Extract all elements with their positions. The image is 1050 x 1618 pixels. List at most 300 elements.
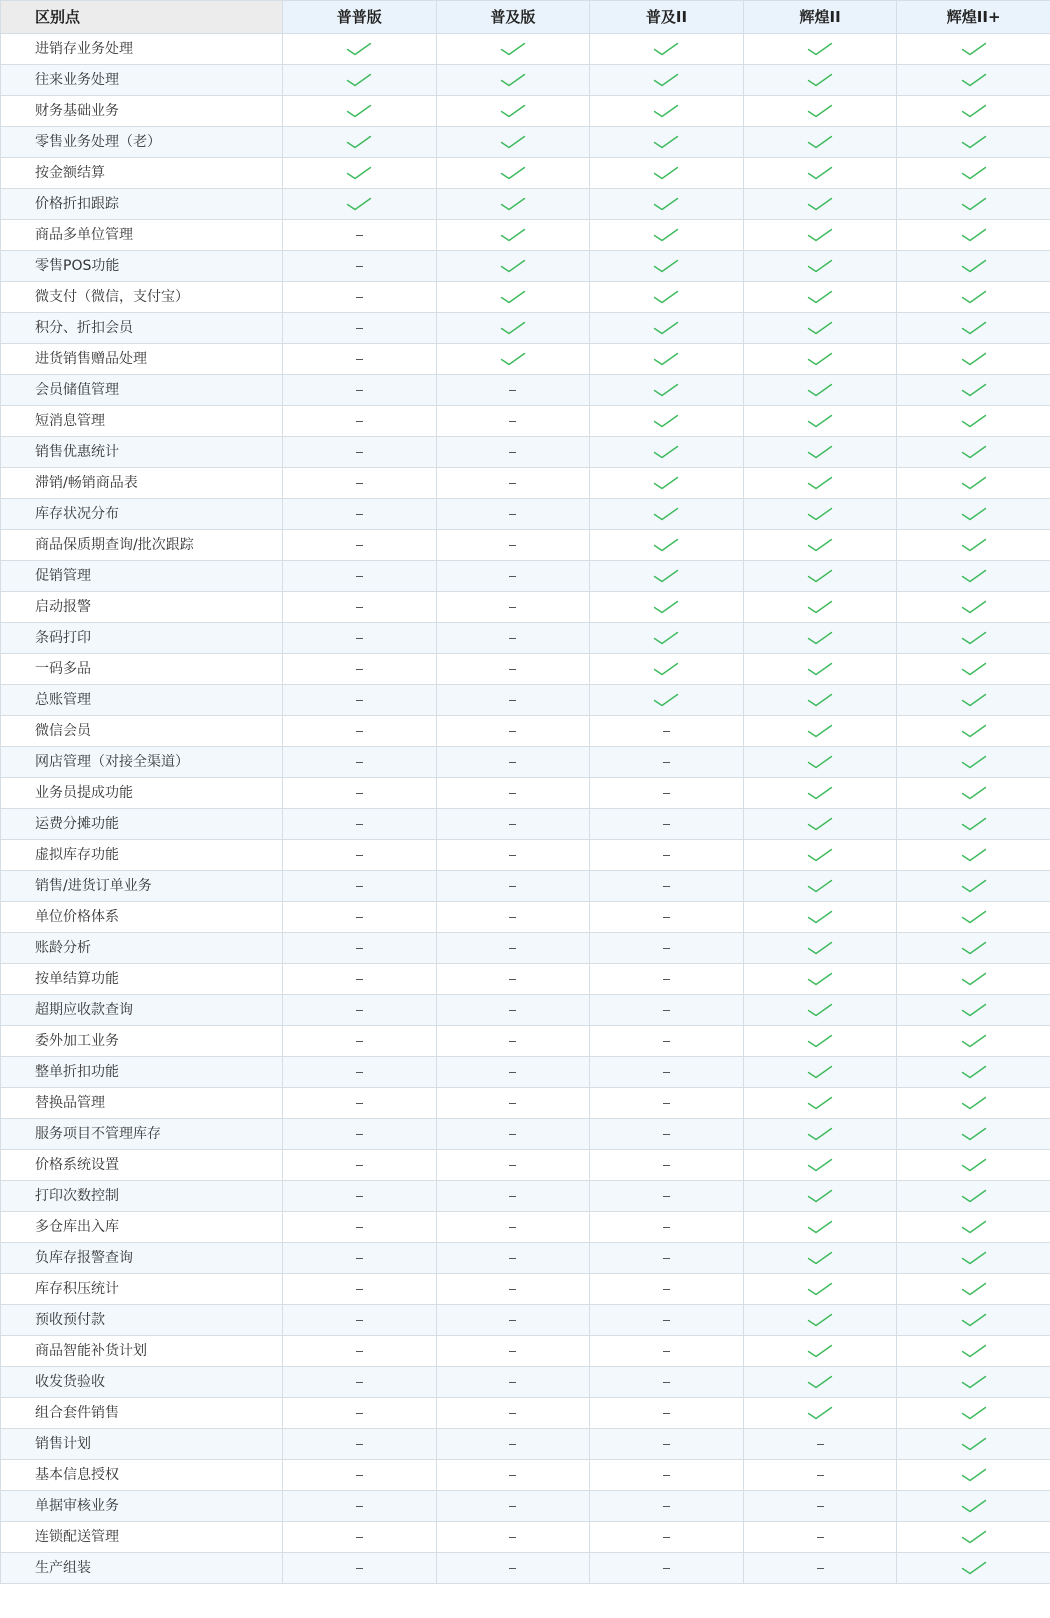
dash-icon bbox=[663, 855, 670, 856]
check-icon bbox=[961, 135, 987, 149]
check-icon bbox=[961, 166, 987, 180]
check-icon bbox=[807, 352, 833, 366]
availability-cell bbox=[743, 344, 897, 375]
check-icon bbox=[961, 817, 987, 831]
check-icon bbox=[500, 135, 526, 149]
availability-cell bbox=[436, 34, 590, 65]
dash-icon bbox=[663, 1537, 670, 1538]
feature-name: 商品保质期查询/批次跟踪 bbox=[1, 530, 283, 561]
check-icon bbox=[807, 228, 833, 242]
table-row bbox=[1, 251, 1050, 282]
dash-icon bbox=[356, 235, 363, 236]
availability-cell bbox=[743, 1305, 897, 1336]
check-icon bbox=[807, 321, 833, 335]
availability-cell bbox=[283, 468, 437, 499]
feature-name: 多仓库出入库 bbox=[1, 1212, 283, 1243]
availability-cell bbox=[743, 1367, 897, 1398]
check-icon bbox=[961, 1344, 987, 1358]
availability-cell bbox=[743, 1026, 897, 1057]
check-icon bbox=[653, 569, 679, 583]
availability-cell bbox=[283, 778, 437, 809]
availability-cell bbox=[436, 406, 590, 437]
dash-icon bbox=[356, 669, 363, 670]
dash-icon bbox=[356, 1227, 363, 1228]
availability-cell bbox=[743, 375, 897, 406]
availability-cell bbox=[436, 902, 590, 933]
availability-cell bbox=[436, 964, 590, 995]
availability-cell bbox=[743, 437, 897, 468]
check-icon bbox=[346, 42, 372, 56]
availability-cell bbox=[743, 871, 897, 902]
table-row bbox=[1, 1026, 1050, 1057]
check-icon bbox=[961, 259, 987, 273]
availability-cell bbox=[590, 499, 744, 530]
dash-icon bbox=[663, 1165, 670, 1166]
table-row bbox=[1, 65, 1050, 96]
dash-icon bbox=[356, 359, 363, 360]
dash-icon bbox=[509, 824, 516, 825]
table-row bbox=[1, 747, 1050, 778]
availability-cell bbox=[436, 561, 590, 592]
check-icon bbox=[500, 290, 526, 304]
availability-cell bbox=[897, 1088, 1050, 1119]
check-icon bbox=[961, 724, 987, 738]
table-row bbox=[1, 685, 1050, 716]
check-icon bbox=[961, 1251, 987, 1265]
check-icon bbox=[807, 1220, 833, 1234]
availability-cell bbox=[590, 65, 744, 96]
table-row bbox=[1, 1243, 1050, 1274]
check-icon bbox=[961, 414, 987, 428]
availability-cell bbox=[283, 189, 437, 220]
feature-name: 委外加工业务 bbox=[1, 1026, 283, 1057]
table-row bbox=[1, 809, 1050, 840]
check-icon bbox=[961, 290, 987, 304]
availability-cell bbox=[436, 778, 590, 809]
availability-cell bbox=[897, 1150, 1050, 1181]
feature-name: 运费分摊功能 bbox=[1, 809, 283, 840]
dash-icon bbox=[356, 1413, 363, 1414]
availability-cell bbox=[436, 1057, 590, 1088]
table-row bbox=[1, 964, 1050, 995]
availability-cell bbox=[590, 1088, 744, 1119]
availability-cell bbox=[897, 158, 1050, 189]
availability-cell bbox=[897, 1553, 1050, 1584]
table-row bbox=[1, 1057, 1050, 1088]
dash-icon bbox=[663, 886, 670, 887]
feature-name: 负库存报警查询 bbox=[1, 1243, 283, 1274]
availability-cell bbox=[590, 282, 744, 313]
check-icon bbox=[653, 600, 679, 614]
check-icon bbox=[961, 104, 987, 118]
dash-icon bbox=[509, 1289, 516, 1290]
availability-cell bbox=[590, 1491, 744, 1522]
availability-cell bbox=[436, 127, 590, 158]
dash-icon bbox=[509, 483, 516, 484]
check-icon bbox=[500, 197, 526, 211]
check-icon bbox=[807, 1096, 833, 1110]
dash-icon bbox=[509, 1258, 516, 1259]
table-row bbox=[1, 282, 1050, 313]
check-icon bbox=[961, 1313, 987, 1327]
dash-icon bbox=[663, 1196, 670, 1197]
feature-name: 替换品管理 bbox=[1, 1088, 283, 1119]
check-icon bbox=[961, 1065, 987, 1079]
availability-cell bbox=[743, 561, 897, 592]
check-icon bbox=[961, 1127, 987, 1141]
check-icon bbox=[961, 42, 987, 56]
availability-cell bbox=[590, 1243, 744, 1274]
check-icon bbox=[346, 104, 372, 118]
table-row bbox=[1, 96, 1050, 127]
dash-icon bbox=[663, 1041, 670, 1042]
availability-cell bbox=[743, 499, 897, 530]
check-icon bbox=[500, 228, 526, 242]
dash-icon bbox=[356, 1165, 363, 1166]
check-icon bbox=[961, 1034, 987, 1048]
availability-cell bbox=[590, 747, 744, 778]
table-row bbox=[1, 592, 1050, 623]
dash-icon bbox=[509, 1475, 516, 1476]
availability-cell bbox=[283, 1119, 437, 1150]
availability-cell bbox=[897, 685, 1050, 716]
availability-cell bbox=[590, 1150, 744, 1181]
availability-cell bbox=[743, 1429, 897, 1460]
table-row bbox=[1, 561, 1050, 592]
availability-cell bbox=[897, 437, 1050, 468]
availability-cell bbox=[590, 1274, 744, 1305]
check-icon bbox=[807, 693, 833, 707]
dash-icon bbox=[356, 886, 363, 887]
availability-cell bbox=[436, 1181, 590, 1212]
availability-cell bbox=[436, 313, 590, 344]
check-icon bbox=[807, 848, 833, 862]
dash-icon bbox=[356, 1010, 363, 1011]
check-icon bbox=[961, 1158, 987, 1172]
dash-icon bbox=[663, 1506, 670, 1507]
check-icon bbox=[961, 1499, 987, 1513]
check-icon bbox=[961, 848, 987, 862]
availability-cell bbox=[436, 623, 590, 654]
feature-name: 零售业务处理（老） bbox=[1, 127, 283, 158]
availability-cell bbox=[436, 530, 590, 561]
check-icon bbox=[961, 321, 987, 335]
availability-cell bbox=[283, 65, 437, 96]
availability-cell bbox=[436, 344, 590, 375]
check-icon bbox=[961, 538, 987, 552]
check-icon bbox=[961, 1375, 987, 1389]
dash-icon bbox=[817, 1475, 824, 1476]
availability-cell bbox=[590, 1026, 744, 1057]
availability-cell bbox=[743, 592, 897, 623]
dash-icon bbox=[509, 1413, 516, 1414]
dash-icon bbox=[509, 421, 516, 422]
table-row bbox=[1, 1181, 1050, 1212]
dash-icon bbox=[356, 266, 363, 267]
dash-icon bbox=[509, 514, 516, 515]
availability-cell bbox=[283, 1305, 437, 1336]
dash-icon bbox=[663, 1351, 670, 1352]
check-icon bbox=[346, 197, 372, 211]
check-icon bbox=[807, 1003, 833, 1017]
availability-cell bbox=[743, 127, 897, 158]
check-icon bbox=[653, 104, 679, 118]
dash-icon bbox=[356, 452, 363, 453]
availability-cell bbox=[283, 871, 437, 902]
availability-cell bbox=[590, 530, 744, 561]
dash-icon bbox=[356, 1475, 363, 1476]
availability-cell bbox=[436, 1367, 590, 1398]
availability-cell bbox=[743, 468, 897, 499]
availability-cell bbox=[743, 778, 897, 809]
dash-icon bbox=[663, 1103, 670, 1104]
availability-cell bbox=[283, 1243, 437, 1274]
table-row bbox=[1, 34, 1050, 65]
check-icon bbox=[500, 73, 526, 87]
dash-icon bbox=[356, 297, 363, 298]
dash-icon bbox=[509, 917, 516, 918]
feature-name: 收发货验收 bbox=[1, 1367, 283, 1398]
dash-icon bbox=[356, 1041, 363, 1042]
availability-cell bbox=[283, 437, 437, 468]
dash-icon bbox=[509, 1072, 516, 1073]
dash-icon bbox=[663, 1289, 670, 1290]
table-row bbox=[1, 902, 1050, 933]
availability-cell bbox=[436, 747, 590, 778]
availability-cell bbox=[743, 840, 897, 871]
availability-cell bbox=[590, 158, 744, 189]
check-icon bbox=[500, 166, 526, 180]
availability-cell bbox=[743, 1119, 897, 1150]
dash-icon bbox=[356, 855, 363, 856]
dash-icon bbox=[356, 1382, 363, 1383]
availability-cell bbox=[283, 902, 437, 933]
check-icon bbox=[807, 1127, 833, 1141]
availability-cell bbox=[436, 592, 590, 623]
dash-icon bbox=[509, 793, 516, 794]
feature-name: 网店管理（对接全渠道） bbox=[1, 747, 283, 778]
check-icon bbox=[961, 972, 987, 986]
table-row bbox=[1, 1553, 1050, 1584]
availability-cell bbox=[897, 1460, 1050, 1491]
check-icon bbox=[807, 1251, 833, 1265]
availability-cell bbox=[897, 840, 1050, 871]
table-row bbox=[1, 995, 1050, 1026]
check-icon bbox=[346, 166, 372, 180]
dash-icon bbox=[356, 979, 363, 980]
feature-name: 一码多品 bbox=[1, 654, 283, 685]
dash-icon bbox=[356, 576, 363, 577]
check-icon bbox=[961, 600, 987, 614]
availability-cell bbox=[590, 1119, 744, 1150]
feature-name: 组合套件销售 bbox=[1, 1398, 283, 1429]
availability-cell bbox=[436, 1119, 590, 1150]
availability-cell bbox=[590, 871, 744, 902]
check-icon bbox=[807, 662, 833, 676]
feature-name: 预收预付款 bbox=[1, 1305, 283, 1336]
availability-cell bbox=[897, 127, 1050, 158]
availability-cell bbox=[743, 1181, 897, 1212]
dash-icon bbox=[663, 1072, 670, 1073]
check-icon bbox=[807, 1375, 833, 1389]
availability-cell bbox=[743, 1150, 897, 1181]
table-row bbox=[1, 1088, 1050, 1119]
table-row bbox=[1, 871, 1050, 902]
feature-name: 基本信息授权 bbox=[1, 1460, 283, 1491]
check-icon bbox=[961, 879, 987, 893]
availability-cell bbox=[590, 933, 744, 964]
availability-cell bbox=[590, 964, 744, 995]
availability-cell bbox=[743, 189, 897, 220]
check-icon bbox=[807, 569, 833, 583]
availability-cell bbox=[283, 623, 437, 654]
availability-cell bbox=[283, 747, 437, 778]
feature-name: 会员储值管理 bbox=[1, 375, 283, 406]
feature-name: 业务员提成功能 bbox=[1, 778, 283, 809]
availability-cell bbox=[897, 716, 1050, 747]
check-icon bbox=[653, 631, 679, 645]
availability-cell bbox=[436, 933, 590, 964]
header-row bbox=[1, 1, 1050, 34]
table-row bbox=[1, 375, 1050, 406]
availability-cell bbox=[897, 1026, 1050, 1057]
dash-icon bbox=[509, 886, 516, 887]
feature-name: 启动报警 bbox=[1, 592, 283, 623]
availability-cell bbox=[283, 499, 437, 530]
dash-icon bbox=[509, 638, 516, 639]
availability-cell bbox=[283, 251, 437, 282]
availability-cell bbox=[590, 375, 744, 406]
availability-cell bbox=[283, 685, 437, 716]
availability-cell bbox=[743, 1522, 897, 1553]
dash-icon bbox=[356, 1568, 363, 1569]
availability-cell bbox=[436, 1460, 590, 1491]
availability-cell bbox=[436, 375, 590, 406]
availability-cell bbox=[897, 1522, 1050, 1553]
availability-cell bbox=[590, 1305, 744, 1336]
check-icon bbox=[961, 1189, 987, 1203]
availability-cell bbox=[590, 1057, 744, 1088]
dash-icon bbox=[356, 1072, 363, 1073]
availability-cell bbox=[590, 34, 744, 65]
check-icon bbox=[500, 104, 526, 118]
feature-name: 连锁配送管理 bbox=[1, 1522, 283, 1553]
availability-cell bbox=[590, 809, 744, 840]
check-icon bbox=[807, 910, 833, 924]
availability-cell bbox=[743, 1398, 897, 1429]
availability-cell bbox=[590, 468, 744, 499]
check-icon bbox=[807, 1189, 833, 1203]
feature-name: 账龄分析 bbox=[1, 933, 283, 964]
dash-icon bbox=[509, 731, 516, 732]
dash-icon bbox=[356, 514, 363, 515]
availability-cell bbox=[283, 313, 437, 344]
dash-icon bbox=[509, 1103, 516, 1104]
availability-cell bbox=[436, 685, 590, 716]
availability-cell bbox=[436, 499, 590, 530]
availability-cell bbox=[590, 654, 744, 685]
availability-cell bbox=[436, 1429, 590, 1460]
dash-icon bbox=[509, 545, 516, 546]
availability-cell bbox=[590, 189, 744, 220]
availability-cell bbox=[590, 840, 744, 871]
feature-name: 往来业务处理 bbox=[1, 65, 283, 96]
check-icon bbox=[653, 662, 679, 676]
dash-icon bbox=[356, 328, 363, 329]
availability-cell bbox=[743, 809, 897, 840]
dash-icon bbox=[509, 1351, 516, 1352]
availability-cell bbox=[590, 902, 744, 933]
availability-cell bbox=[897, 65, 1050, 96]
dash-icon bbox=[509, 669, 516, 670]
check-icon bbox=[500, 352, 526, 366]
availability-cell bbox=[897, 1429, 1050, 1460]
dash-icon bbox=[509, 390, 516, 391]
availability-cell bbox=[897, 809, 1050, 840]
table-row bbox=[1, 499, 1050, 530]
availability-cell bbox=[743, 34, 897, 65]
availability-cell bbox=[743, 716, 897, 747]
availability-cell bbox=[283, 840, 437, 871]
feature-name: 销售计划 bbox=[1, 1429, 283, 1460]
availability-cell bbox=[590, 561, 744, 592]
check-icon bbox=[653, 507, 679, 521]
table-row bbox=[1, 623, 1050, 654]
availability-cell bbox=[897, 1367, 1050, 1398]
feature-name: 库存状况分布 bbox=[1, 499, 283, 530]
availability-cell bbox=[283, 809, 437, 840]
availability-cell bbox=[283, 964, 437, 995]
availability-cell bbox=[897, 189, 1050, 220]
availability-cell bbox=[590, 716, 744, 747]
availability-cell bbox=[590, 778, 744, 809]
check-icon bbox=[807, 1282, 833, 1296]
availability-cell bbox=[436, 437, 590, 468]
dash-icon bbox=[663, 731, 670, 732]
availability-cell bbox=[436, 995, 590, 1026]
table-row bbox=[1, 1491, 1050, 1522]
check-icon bbox=[807, 600, 833, 614]
availability-cell bbox=[590, 623, 744, 654]
feature-name: 单位价格体系 bbox=[1, 902, 283, 933]
feature-name: 进销存业务处理 bbox=[1, 34, 283, 65]
dash-icon bbox=[509, 1196, 516, 1197]
check-icon bbox=[961, 631, 987, 645]
availability-cell bbox=[283, 933, 437, 964]
check-icon bbox=[653, 414, 679, 428]
feature-name: 财务基础业务 bbox=[1, 96, 283, 127]
check-icon bbox=[500, 42, 526, 56]
check-icon bbox=[961, 383, 987, 397]
dash-icon bbox=[509, 1320, 516, 1321]
availability-cell bbox=[897, 406, 1050, 437]
check-icon bbox=[807, 1065, 833, 1079]
availability-cell bbox=[897, 1243, 1050, 1274]
availability-cell bbox=[743, 406, 897, 437]
availability-cell bbox=[897, 778, 1050, 809]
feature-name: 价格折扣跟踪 bbox=[1, 189, 283, 220]
check-icon bbox=[653, 42, 679, 56]
availability-cell bbox=[436, 251, 590, 282]
check-icon bbox=[653, 228, 679, 242]
availability-cell bbox=[743, 282, 897, 313]
check-icon bbox=[653, 352, 679, 366]
availability-cell bbox=[897, 282, 1050, 313]
check-icon bbox=[653, 383, 679, 397]
table-row bbox=[1, 1212, 1050, 1243]
availability-cell bbox=[743, 1491, 897, 1522]
availability-cell bbox=[283, 158, 437, 189]
